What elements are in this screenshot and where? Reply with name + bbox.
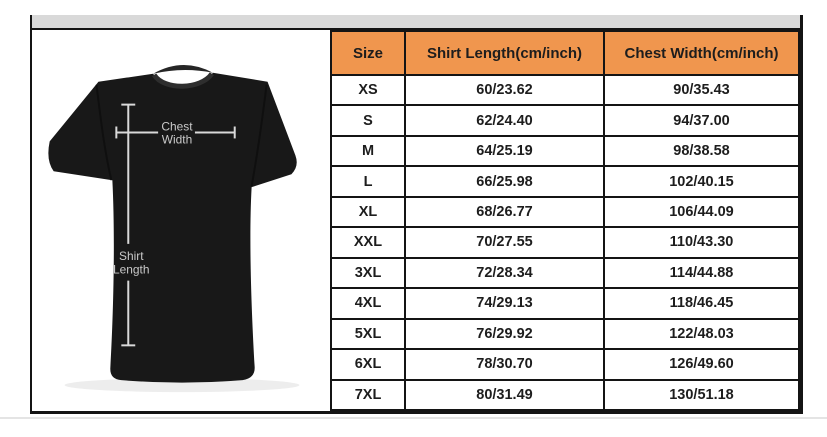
- collar-back: [153, 65, 213, 74]
- tshirt-diagram-svg: [32, 30, 330, 411]
- chest-width-cell: 110/43.30: [604, 227, 799, 257]
- chart-sheet: [30, 15, 803, 414]
- chest-width-cell: 98/38.58: [604, 136, 799, 166]
- chest-width-cell: 106/44.09: [604, 197, 799, 227]
- shirt-length-cell: 68/26.77: [405, 197, 604, 227]
- chest-width-cell: 102/40.15: [604, 166, 799, 196]
- shirt-length-cell: 60/23.62: [405, 75, 604, 105]
- table-row: [331, 227, 799, 257]
- chart-content: [32, 30, 800, 414]
- size-cell: XS: [331, 75, 405, 105]
- shirt-length-cell: 78/30.70: [405, 349, 604, 379]
- table-row: [331, 136, 799, 166]
- size-cell: XL: [331, 197, 405, 227]
- table-row: [331, 349, 799, 379]
- size-cell: M: [331, 136, 405, 166]
- size-cell: 4XL: [331, 288, 405, 318]
- size-table: [330, 30, 800, 411]
- table-row: [331, 319, 799, 349]
- top-gray-bar: [32, 15, 800, 30]
- table-row: [331, 75, 799, 105]
- header-row: [331, 31, 799, 75]
- size-cell: 7XL: [331, 380, 405, 410]
- size-cell: XXL: [331, 227, 405, 257]
- chest-width-cell: 94/37.00: [604, 105, 799, 135]
- header-chest-width: Chest Width(cm/inch): [604, 31, 799, 75]
- bottom-shadow-line: [0, 417, 827, 419]
- shirt-length-label-line2: Length: [113, 262, 150, 277]
- chest-width-cell: 114/44.88: [604, 258, 799, 288]
- shirt-length-cell: 80/31.49: [405, 380, 604, 410]
- size-cell: 3XL: [331, 258, 405, 288]
- table-row: [331, 380, 799, 410]
- chest-width-label-line1: Chest: [161, 119, 193, 134]
- chest-width-cell: 118/46.45: [604, 288, 799, 318]
- header-size: Size: [331, 31, 405, 75]
- table-row: [331, 288, 799, 318]
- shirt-length-label-line1: Shirt: [119, 248, 144, 263]
- chest-width-cell: 90/35.43: [604, 75, 799, 105]
- table-row: [331, 258, 799, 288]
- shirt-length-cell: 72/28.34: [405, 258, 604, 288]
- header-shirt-length: Shirt Length(cm/inch): [405, 31, 604, 75]
- shirt-length-cell: 64/25.19: [405, 136, 604, 166]
- shirt-length-cell: 76/29.92: [405, 319, 604, 349]
- table-row: [331, 166, 799, 196]
- size-cell: 5XL: [331, 319, 405, 349]
- shirt-length-cell: 70/27.55: [405, 227, 604, 257]
- size-cell: L: [331, 166, 405, 196]
- shirt-length-cell: 66/25.98: [405, 166, 604, 196]
- shirt-length-cell: 62/24.40: [405, 105, 604, 135]
- chest-width-label-line2: Width: [161, 132, 193, 147]
- shirt-length-cell: 74/29.13: [405, 288, 604, 318]
- size-cell: 6XL: [331, 349, 405, 379]
- chest-width-cell: 126/49.60: [604, 349, 799, 379]
- chest-width-cell: 122/48.03: [604, 319, 799, 349]
- size-table-wrap: [330, 30, 800, 411]
- chest-width-cell: 130/51.18: [604, 380, 799, 410]
- table-row: [331, 197, 799, 227]
- size-cell: S: [331, 105, 405, 135]
- tshirt-measurement-diagram: [32, 30, 330, 411]
- table-row: [331, 105, 799, 135]
